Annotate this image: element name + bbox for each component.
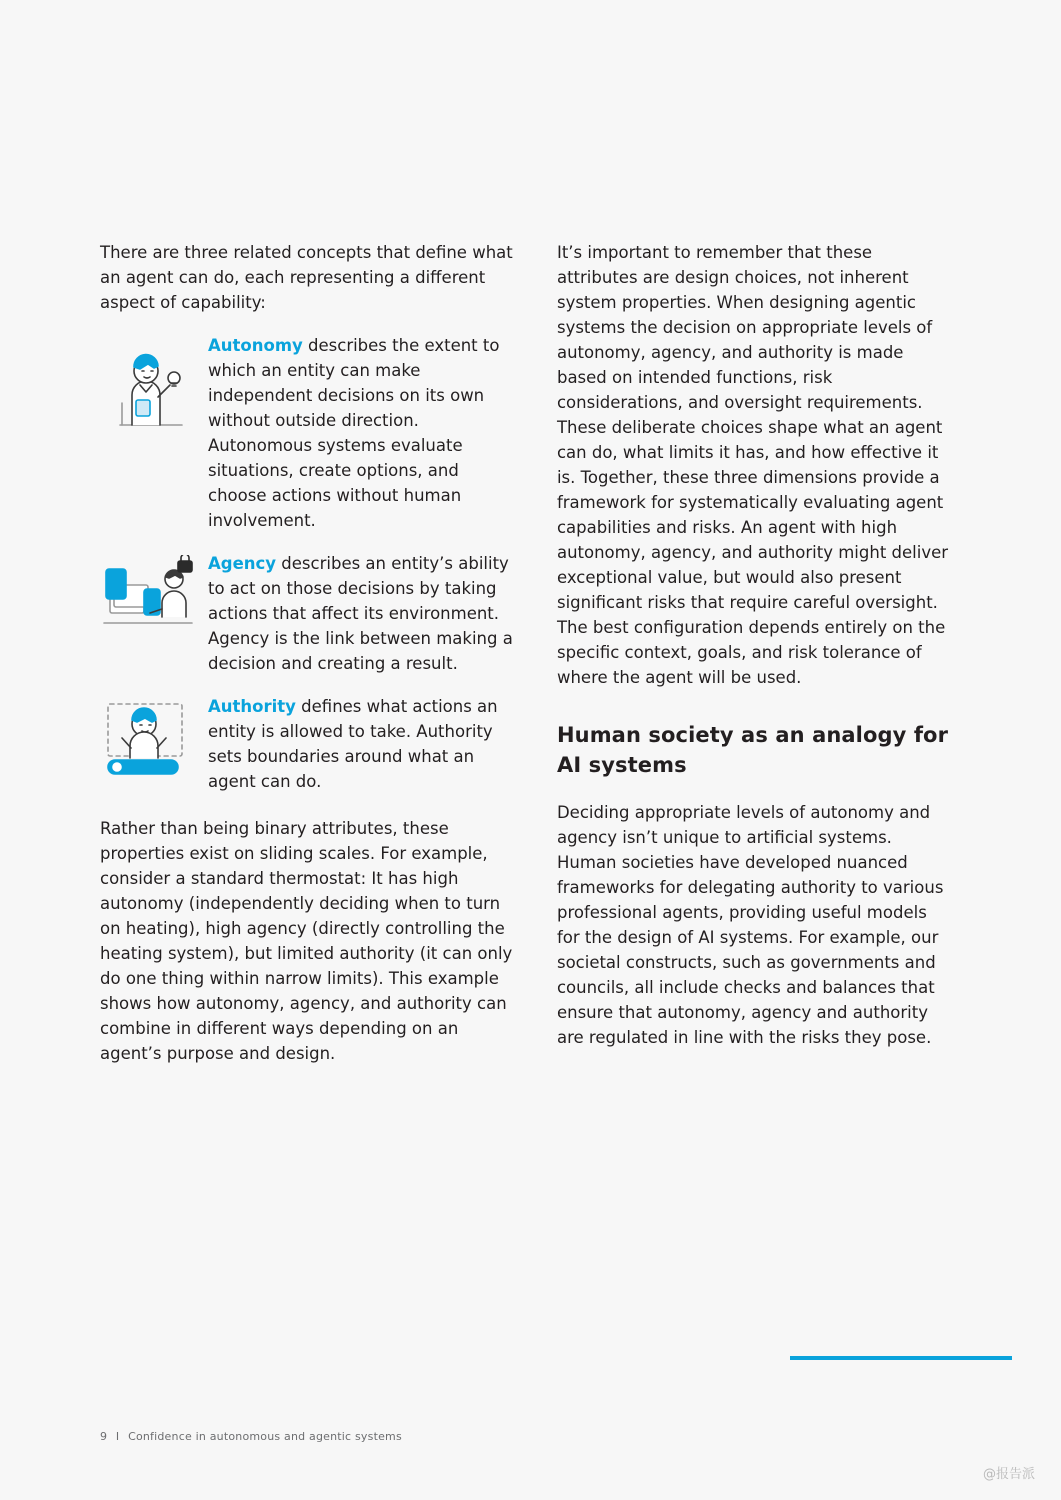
- watermark: @报告派: [982, 1467, 1035, 1482]
- authority-body: defines what actions an entity is allowed to take. Authority sets boundaries around what an agent can do.: [208, 697, 498, 791]
- page-footer: [100, 1430, 402, 1443]
- footer-title: Confidence in autonomous and agentic systems: [128, 1430, 402, 1443]
- concept-agency: [100, 551, 521, 676]
- agency-text: [208, 551, 521, 676]
- authority-illustration: [100, 694, 208, 784]
- authority-text: [208, 694, 521, 794]
- right-column: [557, 240, 950, 1066]
- term-agency: Agency: [208, 554, 277, 573]
- section-heading: Human society as an analogy for AI systems: [556, 723, 949, 777]
- right-first-paragraph: It’s important to remember that these attributes are design choices, not inherent system properties. When designing agentic systems the decision on appropriate levels of autonomy, agency, and authority is made based on intended functions, risk considerations, and oversight requirements. These deliberate choices shape what an agent can do, what limits it has, and how effective it is. Together, these three dimensions provide a framework for systematically evaluating agent capabilities and risks. An agent with high autonomy, agency, and authority might deliver exceptional value, but would also present significant risks that require careful oversight. The best configuration depends entirely on the specific context, goals, and risk tolerance of where the agent will be used.: [556, 243, 949, 687]
- left-column: [100, 240, 521, 1066]
- agency-illustration: [100, 551, 208, 637]
- concept-authority: [100, 694, 521, 794]
- autonomy-body: describes the extent to which an entity can make independent decisions on its own without outside direction. Autonomous systems evaluate situations, create options, and choose actions without human involvement.: [208, 336, 500, 530]
- footer-separator: I: [115, 1430, 120, 1443]
- footer-page-number: 9: [100, 1430, 108, 1443]
- term-autonomy: Autonomy: [208, 336, 303, 355]
- page-content: [100, 240, 950, 1066]
- accent-rule: [790, 1356, 1012, 1360]
- autonomy-illustration: [100, 333, 208, 437]
- term-authority: Authority: [208, 697, 296, 716]
- agency-body: describes an entity’s ability to act on those decisions by taking actions that affect its environment. Agency is the link between making a decision and creating a result.: [208, 554, 513, 673]
- autonomy-text: [208, 333, 521, 533]
- concept-autonomy: [100, 333, 521, 533]
- left-closing-paragraph: Rather than being binary attributes, these properties exist on sliding scales. For example, consider a standard thermostat: It has high autonomy (independently deciding when to turn on heating), high agency (directly controlling the heating system), but limited authority (it can only do one thing within narrow limits). This example shows how autonomy, agency, and authority can combine in different ways depending on an agent’s purpose and design.: [100, 819, 513, 1063]
- right-second-paragraph: Deciding appropriate levels of autonomy and agency isn’t unique to artificial systems. Human societies have developed nuanced frameworks for delegating authority to various professional agents, providing useful models for the design of AI systems. For example, our societal constructs, such as governments and councils, all include checks and balances that ensure that autonomy, agency and authority are regulated in line with the risks they pose.: [556, 803, 944, 1047]
- intro-paragraph: There are three related concepts that define what an agent can do, each representing a different aspect of capability:: [100, 243, 513, 312]
